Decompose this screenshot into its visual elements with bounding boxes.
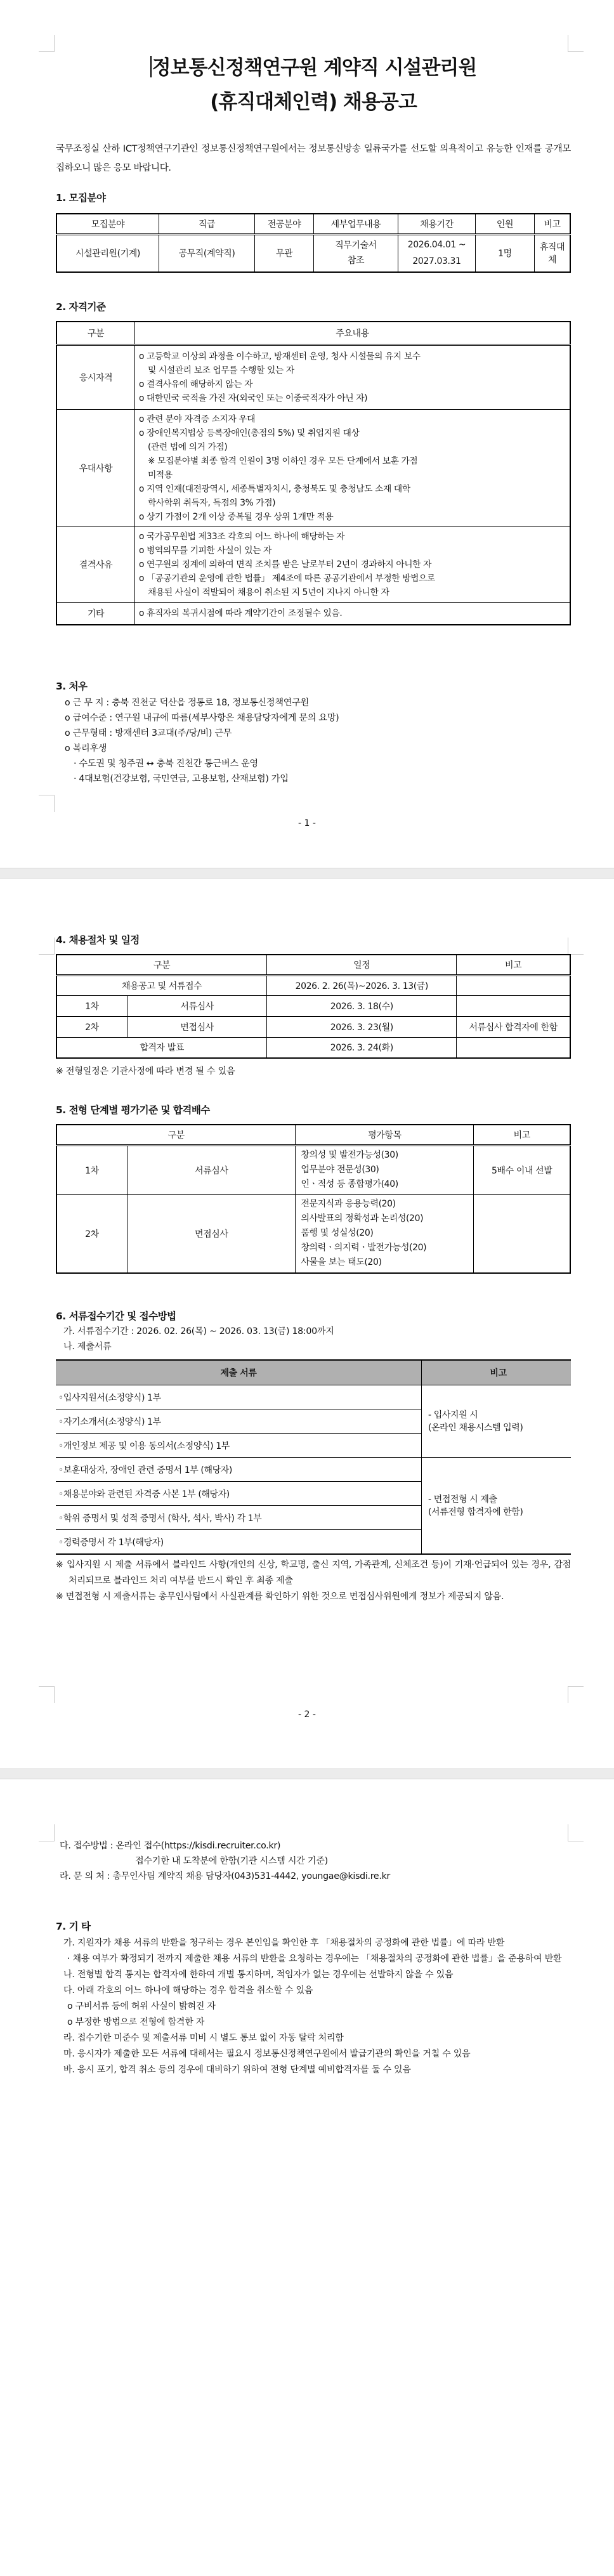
margin-corner-top-left (39, 1824, 55, 1841)
page-3 (0, 1779, 614, 2576)
col-header: 구분 (56, 322, 135, 344)
col-header: 인원 (476, 214, 535, 234)
cell-duty: 직무기술서 참조 (314, 234, 398, 272)
bullet-line: ※ 모집분야별 최종 합격 인원이 3명 이하인 경우 모든 단계에서 보훈 가점 (148, 455, 418, 466)
title-block (56, 51, 571, 119)
recruitment-table (56, 213, 571, 273)
cell-stage: 채용공고 및 서류접수 (56, 975, 267, 995)
col-header: 비고 (535, 214, 571, 234)
others-item: o 부정한 방법으로 전형에 합격한 자 (67, 2017, 205, 2027)
bullet-line: o 병역의무를 기피한 사실이 있는 자 (139, 545, 271, 556)
bullet-line: 채용된 사실이 적발되어 채용이 취소된 지 5년이 지나지 아니한 자 (148, 587, 389, 598)
page-1 (0, 0, 614, 868)
benefit-line: o 복리후생 (65, 743, 107, 754)
others-item: 라. 접수기한 미준수 및 제출서류 미비 시 별도 통보 없이 자동 탈락 처리함 (63, 2033, 344, 2043)
margin-corner-bottom-left (39, 1686, 55, 1703)
bullet-line: o 연구원의 징계에 의하여 면직 조치를 받은 날로부터 2년이 경과하지 아니한 자 (139, 559, 432, 570)
cell-remark (474, 1194, 570, 1273)
bullet-line: o 장애인복지법상 등록장애인(총점의 5%) 및 취업지원 대상 (139, 428, 360, 438)
section-benefits (56, 679, 571, 787)
section-heading: 2. 자격기준 (56, 301, 106, 313)
benefit-sub-line: · 4대보험(건강보험, 국민연금, 고용보험, 산재보험) 가입 (74, 774, 289, 784)
bullet-line: o 상기 가점이 2개 이상 중복될 경우 상위 1개만 적용 (139, 511, 334, 522)
table-row (56, 995, 570, 1016)
others-item: o 구비서류 등에 허위 사실이 밝혀진 자 (67, 2001, 216, 2011)
section-heading: 1. 모집분야 (56, 192, 106, 204)
bullet-line: 미적용 (148, 469, 173, 480)
margin-corner-bottom-right (568, 1686, 584, 1703)
row-label: 우대사항 (56, 409, 135, 526)
section-heading: 7. 기 타 (56, 1921, 91, 1932)
cell-remark: 5배수 이내 선발 (474, 1145, 570, 1194)
cell-remark (457, 1037, 570, 1058)
title-line-1: 정보통신정책연구원 계약직 시설관리원 (152, 56, 477, 79)
table-row (56, 1145, 570, 1194)
benefit-sub-line: · 수도권 및 청주권 ↔ 충북 진천간 통근버스 운영 (74, 759, 258, 769)
table-row (56, 409, 570, 526)
cell-step: 면접심사 (127, 1194, 296, 1273)
col-header: 일정 (267, 955, 457, 975)
cell-step: 서류심사 (127, 995, 267, 1016)
section-heading: 6. 서류접수기간 및 접수방법 (56, 1311, 176, 1322)
bullet-line: o 국가공무원법 제33조 각호의 어느 하나에 해당하는 자 (139, 531, 345, 542)
qualifications-table (56, 321, 571, 625)
remark-online: - 입사지원 시 (온라인 채용시스템 입력) (422, 1385, 572, 1458)
benefit-line: o 급여수준 : 연구원 내규에 따름(세부사항은 채용담당자에게 문의 요망) (65, 713, 339, 723)
document-item: ◦보훈대상자, 장애인 관련 증명서 1부 (해당자) (56, 1458, 422, 1482)
page-2 (0, 879, 614, 1769)
document-item: ◦경력증명서 각 1부(해당자) (56, 1530, 422, 1555)
application-method-block (56, 1838, 571, 1884)
table-row (56, 526, 570, 602)
row-content (135, 344, 571, 409)
cell-remark: 휴직대체 (535, 234, 571, 272)
cell-remark (457, 995, 570, 1016)
application-period: 가. 서류접수기간 : 2026. 02. 26(목) ~ 2026. 03. 13(금) 18:00까지 (63, 1326, 334, 1337)
row-content (135, 409, 571, 526)
col-header: 비고 (474, 1125, 570, 1145)
documents-table (56, 1359, 571, 1555)
blind-note: ※ 입사지원 시 제출 서류에서 블라인드 사항(개인의 신상, 학교명, 출신 지역, 가족관계, 신체조건 등)이 기재·언급되어 있는 경우, 감점 처리되므로 블라인드 처리 여부를 반드시 확인 후 최종 제출 (56, 1560, 571, 1586)
criteria-item: 창의성 및 발전가능성(30) (301, 1150, 398, 1160)
document-item: ◦개인정보 제공 및 이용 동의서(소정양식) 1부 (56, 1434, 422, 1458)
others-item: · 채용 여부가 확정되기 전까지 제출한 채용 서류의 반환을 요청하는 경우에는 「채용절차의 공정화에 관한 법률」을 준용하여 반환 (67, 1954, 562, 1964)
table-row (56, 1385, 571, 1409)
cell-date: 2026. 2. 26(목)~2026. 3. 13(금) (267, 975, 457, 995)
bullet-line: (관련 법에 의거 가점) (148, 441, 228, 452)
cell-remark: 서류심사 합격자에 한함 (457, 1016, 570, 1037)
col-header: 구분 (56, 1125, 296, 1145)
cell-stage: 2차 (56, 1016, 127, 1037)
text-cursor (150, 56, 152, 77)
criteria-item: 품행 및 성실성(20) (301, 1228, 374, 1239)
benefit-line: o 근 무 지 : 충북 진천군 덕산읍 정통로 18, 정보통신정책연구원 (65, 698, 309, 708)
section-recruitment-field (56, 190, 571, 273)
section-others (56, 1919, 571, 2078)
cell-stage: 1차 (56, 1145, 127, 1194)
remark-interview: - 면접전형 시 제출 (서류전형 합격자에 한함) (422, 1458, 572, 1555)
section-schedule (56, 932, 571, 1079)
section-heading: 4. 채용절차 및 일정 (56, 934, 140, 946)
criteria-item: 의사발표의 정확성과 논리성(20) (301, 1213, 424, 1224)
schedule-table (56, 954, 571, 1059)
cell-field: 시설관리원(기계) (56, 234, 159, 272)
bullet-line: o 관련 분야 자격증 소지자 우대 (139, 414, 256, 424)
row-label: 결격사유 (56, 526, 135, 602)
cell-grade: 공무직(계약직) (159, 234, 255, 272)
page-number: - 1 - (298, 818, 316, 828)
page-number: - 2 - (298, 1710, 316, 1720)
criteria-item: 창의력ㆍ의지력ㆍ발전가능성(20) (301, 1243, 427, 1253)
bullet-line: 및 시설관리 보조 업무를 수행할 있는 자 (148, 365, 294, 376)
cell-remark (457, 975, 570, 995)
row-label: 응시자격 (56, 344, 135, 409)
col-header: 채용기간 (398, 214, 476, 234)
cell-step: 면접심사 (127, 1016, 267, 1037)
col-header: 세부업무내용 (314, 214, 398, 234)
col-header: 모집분야 (56, 214, 159, 234)
criteria-item: 업무분야 전문성(30) (301, 1165, 379, 1175)
cell-count: 1명 (476, 234, 535, 272)
col-header: 제출 서류 (56, 1360, 422, 1385)
document-item: ◦채용분야와 관련된 자격증 사본 1부 (해당자) (56, 1482, 422, 1506)
others-item: 가. 지원자가 채용 서류의 반환을 청구하는 경우 본인임을 확인한 후 「채용절차의 공정화에 관한 법률」에 따라 반환 (63, 1938, 505, 1948)
table-row (56, 975, 570, 995)
col-header: 비고 (422, 1360, 572, 1385)
evaluation-table (56, 1124, 571, 1274)
page-break (0, 1769, 614, 1779)
documents-label: 나. 제출서류 (63, 1342, 112, 1352)
table-row (56, 344, 570, 409)
application-method: 다. 접수방법 : 온라인 접수(https://kisdi.recruiter.co.kr) (60, 1841, 281, 1851)
others-item: 다. 아래 각호의 어느 하나에 해당하는 경우 합격을 취소할 수 있음 (63, 1985, 313, 1996)
section-heading: 3. 처우 (56, 681, 88, 692)
cell-period: 2026.04.01 ~ 2027.03.31 (398, 234, 476, 272)
row-content (135, 602, 571, 625)
bullet-line: o 대한민국 국적을 가진 자(외국인 또는 이중국적자가 아닌 자) (139, 393, 368, 403)
criteria-item: 사물을 보는 태도(20) (301, 1257, 382, 1268)
cell-criteria (296, 1145, 474, 1194)
bullet-line: o 「공공기관의 운영에 관한 법률」 제4조에 따른 공공기관에서 부정한 방법으로 (139, 573, 435, 584)
cell-major: 무관 (255, 234, 314, 272)
cell-criteria (296, 1194, 474, 1273)
row-label: 기타 (56, 602, 135, 625)
benefit-line: o 근무형태 : 방재센터 3교대(주/당/비) 근무 (65, 728, 232, 738)
criteria-item: 전문지식과 응용능력(20) (301, 1199, 396, 1210)
section-qualifications (56, 299, 571, 625)
col-header: 구분 (56, 955, 267, 975)
interview-docs-note: ※ 면접전형 시 제출서류는 총무인사팀에서 사실관계를 확인하기 위한 것으로 면접심사위원에게 정보가 제공되지 않음. (56, 1592, 504, 1602)
intro-paragraph: 국무조정실 산하 ICT정책연구기관인 정보통신정책연구원에서는 정보통신방송 일류국가를 선도할 의욕적이고 유능한 인재를 공개모집하오니 많은 응모 바랍니다. (56, 144, 571, 173)
table-row (56, 602, 570, 625)
document-title (56, 51, 571, 119)
table-row (56, 1037, 570, 1058)
cell-date: 2026. 3. 24(화) (267, 1037, 457, 1058)
cell-step: 서류심사 (127, 1145, 296, 1194)
col-header: 직급 (159, 214, 255, 234)
bullet-line: o 고등학교 이상의 과정을 이수하고, 방재센터 운영, 청사 시설물의 유지 보수 (139, 351, 421, 362)
section-heading: 5. 전형 단계별 평가기준 및 합격배수 (56, 1104, 210, 1116)
table-row (56, 234, 570, 272)
title-line-2: (휴직대체인력) 채용공고 (210, 91, 417, 114)
margin-corner-bottom-left (39, 795, 55, 812)
cell-date: 2026. 3. 23(월) (267, 1016, 457, 1037)
bullet-line: o 휴직자의 복귀시점에 따라 계약기간이 조정될수 있음. (139, 608, 343, 618)
page-break (0, 868, 614, 879)
document-item: ◦입사지원서(소정양식) 1부 (56, 1385, 422, 1409)
margin-corner-top-left (39, 35, 55, 52)
row-content (135, 526, 571, 602)
others-list (56, 1935, 571, 2078)
col-header: 주요내용 (135, 322, 571, 344)
section-evaluation (56, 1102, 571, 1274)
others-item: 마. 응시자가 제출한 모든 서류에 대해서는 필요시 정보통신정책연구원에서 발급기관의 확인을 거칠 수 있음 (63, 2049, 471, 2059)
table-row (56, 1016, 570, 1037)
table-row (56, 1458, 571, 1482)
criteria-item: 인ㆍ적성 등 종합평가(40) (301, 1179, 398, 1189)
table-row (56, 1194, 570, 1273)
margin-corner-top-right (568, 35, 584, 52)
cell-stage: 1차 (56, 995, 127, 1016)
cell-stage: 합격자 발표 (56, 1037, 267, 1058)
bullet-line: o 지역 인재(대전광역시, 세종특별자치시, 충청북도 및 충청남도 소재 대학 (139, 483, 410, 494)
schedule-note: ※ 전형일정은 기관사정에 따라 변경 될 수 있음 (56, 1066, 235, 1076)
col-header: 평가항목 (296, 1125, 474, 1145)
margin-corner-top-left (39, 938, 55, 955)
section-application (56, 1309, 571, 1605)
bullet-line: o 결격사유에 해당하지 않는 자 (139, 379, 253, 389)
col-header: 전공분야 (255, 214, 314, 234)
cell-date: 2026. 3. 18(수) (267, 995, 457, 1016)
cell-stage: 2차 (56, 1194, 127, 1273)
document-item: ◦학위 증명서 및 성적 증명서 (학사, 석사, 박사) 각 1부 (56, 1506, 422, 1530)
document-item: ◦자기소개서(소정양식) 1부 (56, 1409, 422, 1434)
others-item: 바. 응시 포기, 합격 취소 등의 경우에 대비하기 위하여 전형 단계별 예비합격자를 둘 수 있음 (63, 2065, 411, 2075)
col-header: 비고 (457, 955, 570, 975)
contact-info: 라. 문 의 처 : 총무인사팀 계약직 채용 담당자(043)531-4442, youngae@kisdi.re.kr (60, 1871, 391, 1881)
bullet-line: 학사학위 취득자, 득점의 3% 가점) (148, 497, 276, 508)
others-item: 나. 전형별 합격 통지는 합격자에 한하여 개별 통지하며, 적임자가 없는 경우에는 선발하지 않을 수 있음 (63, 1970, 454, 1980)
application-method-note: 접수기한 내 도착분에 한함(기관 시스템 시간 기준) (135, 1856, 328, 1866)
